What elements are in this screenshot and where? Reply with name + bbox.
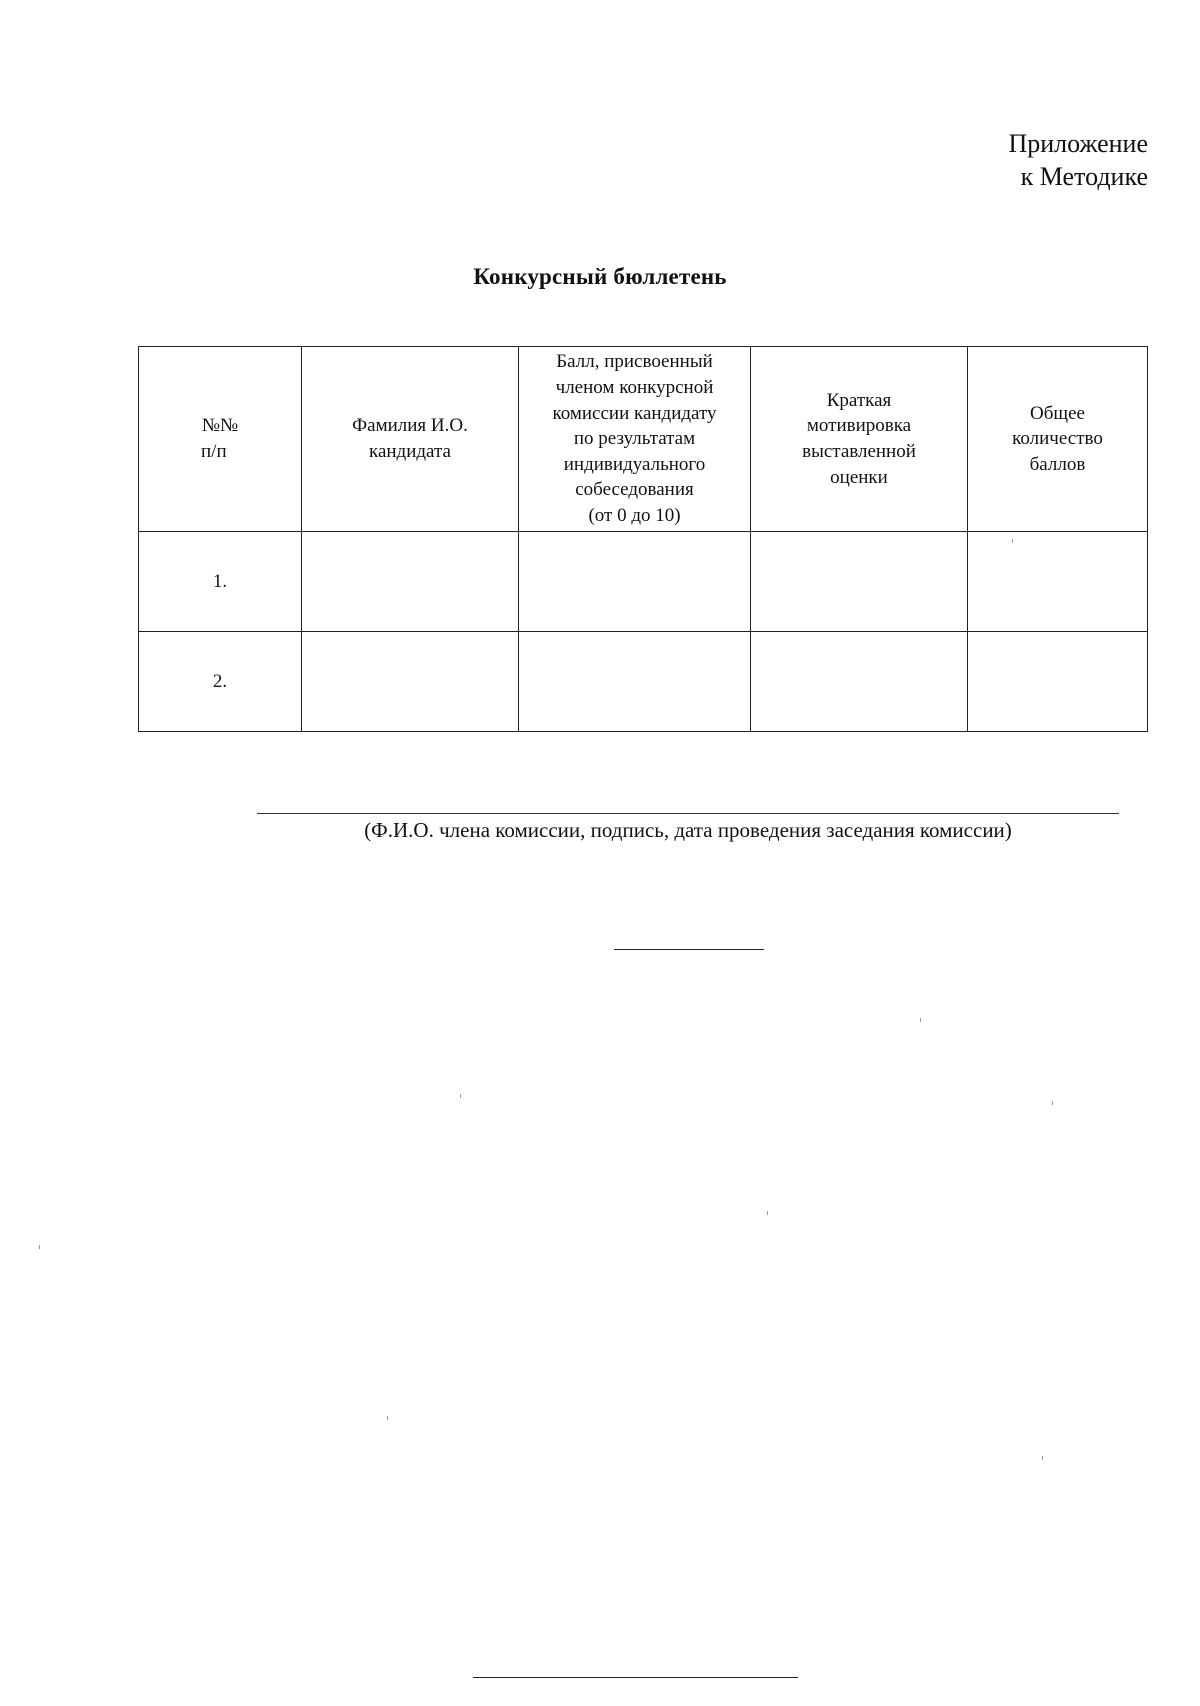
cell-total-score[interactable] [968,532,1148,632]
header-name-line2: кандидата [369,441,451,462]
cell-score[interactable] [519,632,751,732]
header-score-line: комиссии кандидату [552,402,717,424]
cell-motivation[interactable] [751,532,968,632]
header-total-line: Общее [1030,402,1085,424]
appendix-line-1: Приложение [1008,129,1148,158]
scan-speck [767,1211,768,1215]
header-number-line1: №№ [201,415,239,437]
row-number: 2. [139,632,302,732]
signature-line [257,813,1119,814]
scan-speck [1052,1101,1053,1105]
ballot-table [138,346,1148,732]
header-score [519,347,751,532]
cell-motivation[interactable] [751,632,968,732]
scan-speck [1042,1456,1043,1460]
bottom-separator-line [473,1677,798,1678]
cell-candidate-name[interactable] [302,632,519,732]
document-title: Конкурсный бюллетень [473,264,727,289]
header-score-line: Балл, присвоенный [556,351,713,373]
header-candidate-name [302,347,519,532]
header-score-line: собеседования [575,479,694,501]
header-motivation-line: выставленной [802,441,916,462]
header-score-line: индивидуального [563,453,706,475]
header-score-line: по результатам [573,428,696,450]
scan-speck [39,1245,40,1249]
header-total-line: баллов [1029,453,1086,475]
header-score-line: (от 0 до 10) [588,505,681,527]
table-row [139,632,1148,732]
header-motivation-line: Краткая [826,389,892,411]
appendix-label [1008,128,1148,193]
scan-speck [387,1416,388,1420]
header-score-line: членом конкурсной [555,376,714,398]
table-row [139,532,1148,632]
appendix-line-2: к Методике [1020,161,1148,191]
table-header-row [139,347,1148,532]
header-number-line2: п/п [201,441,227,462]
scan-speck [1012,539,1013,543]
header-motivation [751,347,968,532]
header-name-line1: Фамилия И.О. [352,415,468,437]
cell-candidate-name[interactable] [302,532,519,632]
header-total-score [968,347,1148,532]
scan-speck [920,1018,921,1022]
header-motivation-line: оценки [830,466,888,488]
signature-caption: (Ф.И.О. члена комиссии, подпись, дата проведения заседания комиссии) [364,818,1012,842]
cell-total-score[interactable] [968,632,1148,732]
header-motivation-line: мотивировка [806,415,912,437]
header-number [139,347,302,532]
separator-line [614,949,764,950]
cell-score[interactable] [519,532,751,632]
scan-speck [460,1094,461,1098]
row-number: 1. [139,532,302,632]
header-total-line: количество [1012,428,1103,450]
